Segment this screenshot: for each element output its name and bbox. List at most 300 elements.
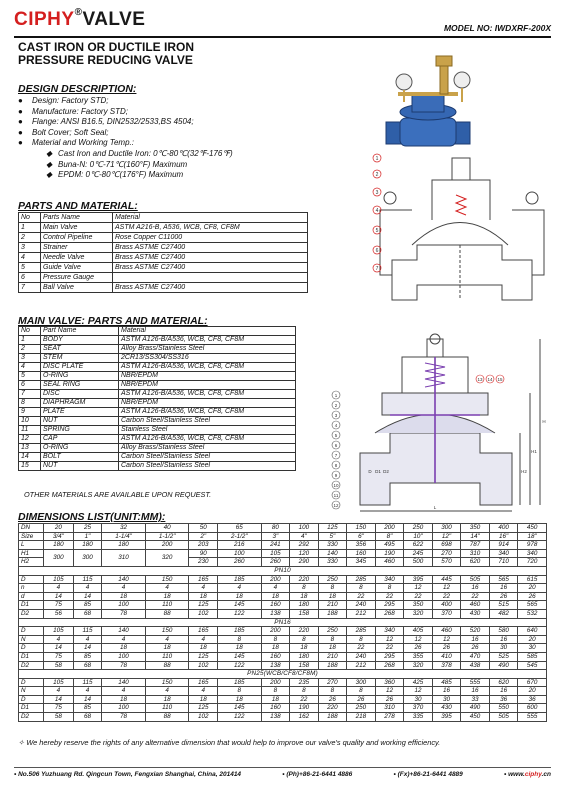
table-cell: L [19, 541, 44, 550]
table-cell: 26 [432, 644, 461, 653]
table-cell: 4 [44, 584, 74, 593]
table-cell: 26 [347, 695, 376, 704]
table-cell: 220 [318, 704, 347, 713]
table-cell: 4 [102, 687, 146, 696]
table-cell: 615 [518, 575, 547, 584]
table-cell: 18 [189, 592, 218, 601]
table-cell: 110 [145, 704, 189, 713]
table-cell: 138 [261, 609, 290, 618]
table-cell: 180 [290, 652, 319, 661]
table-cell: 250 [318, 627, 347, 636]
table-cell: 1-1/4" [102, 532, 146, 541]
table-cell: 145 [217, 601, 261, 610]
table-cell: D [19, 695, 44, 704]
table-cell: 12 [404, 584, 433, 593]
table-cell: 85 [73, 704, 102, 713]
table-cell: 6" [347, 532, 376, 541]
table-cell: 105 [44, 627, 74, 636]
table-cell: 4 [261, 584, 290, 593]
brand-logo: CIPHY®VALVE [14, 7, 146, 30]
table-cell: 545 [518, 661, 547, 670]
table-cell: 245 [404, 549, 433, 558]
table-cell: 16 [432, 687, 461, 696]
section-callout-10: 10 [333, 483, 339, 488]
table-cell: 14 [73, 644, 102, 653]
table-cell: 18 [318, 644, 347, 653]
table-cell: 470 [461, 652, 490, 661]
table-cell: 36 [518, 695, 547, 704]
table-cell: 532 [518, 609, 547, 618]
table-row: 5 O-RING NBR/EPDM [19, 372, 296, 381]
table-cell: 22 [461, 592, 490, 601]
table-cell: D1 [19, 652, 44, 661]
table-cell: 150 [347, 524, 376, 533]
table-row: 2 Control Pipeline Rose Copper C11000 [19, 233, 308, 243]
table-cell: 555 [461, 678, 490, 687]
table-row: 6 Pressure Gauge [19, 273, 308, 283]
table-cell: 310 [102, 549, 146, 566]
table-cell: 210 [318, 652, 347, 661]
table-cell: 370 [432, 609, 461, 618]
table-cell: 290 [290, 558, 319, 567]
table-cell: 330 [318, 541, 347, 550]
section-drawing [330, 333, 550, 513]
table-cell: 14 [44, 644, 74, 653]
table-cell: 4 [102, 584, 146, 593]
table-cell: 185 [217, 678, 261, 687]
table-cell: 30 [404, 695, 433, 704]
table-row: 6 SEAL RING NBR/EPDM [19, 381, 296, 390]
table-cell: 18 [217, 644, 261, 653]
table-row: 13 O-RING Alloy Brass/Stainless Steel [19, 444, 296, 453]
table-cell: 585 [518, 652, 547, 661]
table-cell: 4 [189, 584, 218, 593]
dim-label-l: L [433, 505, 437, 510]
table-row [19, 541, 547, 550]
table-group-header [19, 618, 547, 627]
table-cell: 88 [145, 609, 189, 618]
table-cell: D [19, 575, 44, 584]
table-cell: 350 [404, 601, 433, 610]
table-cell: 145 [217, 704, 261, 713]
table-cell: 4 [189, 687, 218, 696]
table-row: 7 Ball Valve Brass ASTME C27400 [19, 283, 308, 293]
design-subitem: ◆ Cast Iron and Ductile Iron: 0℃-80℃(32℉-176℉) [46, 148, 233, 158]
table-row [19, 687, 547, 696]
design-item: ● Material and Working Temp.: [18, 138, 134, 148]
table-cell: 570 [432, 558, 461, 567]
table-cell: 26 [404, 644, 433, 653]
table-cell: 165 [189, 575, 218, 584]
table-cell: 4 [145, 584, 189, 593]
table-cell: 978 [518, 541, 547, 550]
pressure-class-label: PN10 [19, 566, 547, 575]
table-cell: 122 [217, 661, 261, 670]
table-cell: 188 [318, 713, 347, 722]
table-group-header [19, 566, 547, 575]
table-cell: 125 [189, 601, 218, 610]
table-cell: 36 [489, 695, 518, 704]
table-cell: 18 [290, 644, 319, 653]
header-rule [14, 36, 551, 38]
table-cell: 260 [217, 558, 261, 567]
table-cell: 550 [489, 704, 518, 713]
table-cell: 22 [290, 695, 319, 704]
table-cell: 500 [404, 558, 433, 567]
table-cell: 555 [518, 713, 547, 722]
table-cell: 65 [217, 524, 261, 533]
table-row [19, 524, 547, 533]
table-cell: D [19, 678, 44, 687]
table-cell: 210 [318, 601, 347, 610]
table-cell: 620 [461, 558, 490, 567]
table-cell: 4 [73, 687, 102, 696]
table-cell: 4 [217, 584, 261, 593]
valve-photo [378, 52, 478, 150]
product-title [18, 41, 194, 67]
table-cell: 914 [489, 541, 518, 550]
table-cell: 295 [375, 652, 404, 661]
callout-2: 2 [375, 172, 379, 178]
table-cell: 400 [489, 524, 518, 533]
table-cell: 240 [347, 601, 376, 610]
parts-heading: PARTS AND MATERIAL: [18, 200, 138, 212]
table-cell: 68 [73, 609, 102, 618]
table-cell: 295 [375, 601, 404, 610]
table-cell: 285 [347, 575, 376, 584]
table-cell: 212 [347, 661, 376, 670]
table-cell: 16 [461, 635, 490, 644]
table-cell: 16 [461, 687, 490, 696]
table-cell: 26 [461, 644, 490, 653]
table-cell: 8" [375, 532, 404, 541]
section-callout-15: 15 [497, 377, 503, 382]
table-row: 4 DISC PLATE ASTM A126-B/A536, WCB, CF8, CF8M [19, 363, 296, 372]
table-row [19, 601, 547, 610]
section-callout-4: 4 [334, 423, 338, 428]
design-heading: DESIGN DESCRIPTION: [18, 83, 137, 95]
table-cell: 115 [73, 575, 102, 584]
section-callout-9: 9 [334, 473, 338, 478]
table-cell: 670 [518, 678, 547, 687]
table-cell: 580 [489, 627, 518, 636]
table-cell: DN [19, 524, 44, 533]
table-cell: D [19, 644, 44, 653]
table-row: 5 Guide Valve Brass ASTME C27400 [19, 263, 308, 273]
table-cell: 140 [102, 678, 146, 687]
table-cell: 16 [489, 584, 518, 593]
table-cell: 8 [217, 635, 261, 644]
table-cell: 110 [145, 652, 189, 661]
table-cell: 8 [318, 635, 347, 644]
table-cell: 640 [518, 627, 547, 636]
table-row [19, 575, 547, 584]
table-cell: 58 [44, 661, 74, 670]
footer-fax: • (Fx)+86-21-6441 4889 [393, 771, 463, 778]
table-cell: 75 [44, 601, 74, 610]
table-cell: 115 [73, 678, 102, 687]
dimensions-heading: DIMENSIONS LIST(UNIT:MM): [18, 511, 166, 523]
table-cell: H1 [19, 549, 44, 558]
table-cell: 200 [261, 575, 290, 584]
section-callout-1: 1 [334, 393, 338, 398]
table-cell: 250 [318, 575, 347, 584]
table-cell: 26 [518, 592, 547, 601]
table-cell: 356 [347, 541, 376, 550]
table-cell: 200 [261, 678, 290, 687]
table-cell: 188 [318, 661, 347, 670]
table-cell: 8 [347, 635, 376, 644]
table-cell: 485 [432, 678, 461, 687]
table-cell: 140 [102, 627, 146, 636]
table-cell: 18 [290, 592, 319, 601]
table-cell: 330 [318, 558, 347, 567]
table-cell: 285 [347, 627, 376, 636]
dim-label-d: D [368, 469, 372, 474]
table-cell: D2 [19, 713, 44, 722]
table-cell: 620 [489, 678, 518, 687]
dim-label-h: H [542, 419, 546, 424]
table-cell: 30 [432, 695, 461, 704]
table-cell: 180 [290, 601, 319, 610]
table-cell: 16 [489, 635, 518, 644]
table-cell: 430 [432, 704, 461, 713]
table-cell: 88 [145, 661, 189, 670]
table-cell: 300 [73, 549, 102, 566]
table-cell: 150 [145, 575, 189, 584]
table-cell: 4 [44, 687, 74, 696]
table-cell: 340 [375, 627, 404, 636]
materials-note: OTHER MATERIALS ARE AVAILABLE UPON REQUEST. [24, 490, 212, 499]
pressure-class-label: PN25(WCB/CF8/CF8M) [19, 670, 547, 679]
model-number: MODEL NO: IWDXRF-200X [443, 23, 551, 33]
table-cell: 3/4" [44, 532, 74, 541]
table-cell: 188 [318, 609, 347, 618]
table-cell: 18 [217, 592, 261, 601]
table-cell: 8 [290, 584, 319, 593]
section-callout-7: 7 [334, 453, 338, 458]
table-cell: 125 [318, 524, 347, 533]
table-cell: 410 [432, 652, 461, 661]
table-header-row: No Part Name Material [19, 327, 296, 336]
table-cell: 310 [461, 549, 490, 558]
table-row [19, 627, 547, 636]
section-callout-11: 11 [333, 493, 339, 498]
table-cell: 158 [290, 609, 319, 618]
table-cell: 482 [489, 609, 518, 618]
table-cell: 438 [461, 661, 490, 670]
callout-5: 5 [375, 228, 379, 234]
footer-address: • No.506 Yuzhuang Rd. Qingcun Town, Fengxian Shanghai, China, 201414 [14, 771, 242, 778]
table-cell: 150 [145, 627, 189, 636]
table-row [19, 652, 547, 661]
title-line-1: CAST IRON OR DUCTILE IRON [18, 40, 194, 54]
table-cell: 162 [290, 713, 319, 722]
table-cell: 5" [318, 532, 347, 541]
table-cell: 20 [518, 635, 547, 644]
table-cell: 56 [44, 609, 74, 618]
table-cell: 565 [518, 601, 547, 610]
section-callout-12: 12 [333, 503, 339, 508]
table-cell: 260 [261, 558, 290, 567]
table-cell: 8 [290, 687, 319, 696]
design-item: ● Flange: ANSI B16.5, DIN2532/2533,BS 4504; [18, 117, 194, 127]
table-cell: 378 [432, 661, 461, 670]
table-cell: 4 [73, 584, 102, 593]
table-cell: 525 [489, 652, 518, 661]
table-cell: 787 [461, 541, 490, 550]
table-cell: 698 [432, 541, 461, 550]
table-row [19, 609, 547, 618]
table-cell: 18 [145, 592, 189, 601]
table-cell: 138 [261, 661, 290, 670]
table-cell: 292 [290, 541, 319, 550]
table-cell: 300 [347, 678, 376, 687]
table-cell: 180 [44, 541, 74, 550]
table-cell: D2 [19, 661, 44, 670]
table-cell: 250 [404, 524, 433, 533]
table-cell: 85 [73, 652, 102, 661]
table-cell: 400 [432, 601, 461, 610]
table-header-row: No Parts Name Material [19, 213, 308, 223]
table-cell: 4 [102, 635, 146, 644]
table-cell: 85 [73, 601, 102, 610]
table-cell: 320 [404, 609, 433, 618]
table-cell: 520 [461, 627, 490, 636]
table-cell: 102 [189, 713, 218, 722]
table-cell: 75 [44, 704, 74, 713]
design-subitem: ◆ Buna-N: 0℃-71℃(160°F) Maximum [46, 159, 188, 169]
table-cell: 165 [189, 678, 218, 687]
table-cell: 12 [404, 687, 433, 696]
table-cell: 10" [404, 532, 433, 541]
table-cell: n [19, 584, 44, 593]
table-row [19, 644, 547, 653]
table-row [19, 635, 547, 644]
parts-table [18, 212, 308, 293]
table-cell: 4" [290, 532, 319, 541]
table-cell: 18 [102, 695, 146, 704]
table-cell: 88 [145, 713, 189, 722]
table-cell: 30 [489, 644, 518, 653]
table-cell: 115 [73, 627, 102, 636]
table-cell: 14 [73, 592, 102, 601]
table-cell: 68 [73, 661, 102, 670]
table-cell: D [19, 627, 44, 636]
table-row: 2 SEAT Alloy Brass/Stainless Steel [19, 345, 296, 354]
table-cell: 495 [375, 541, 404, 550]
table-cell: 300 [44, 549, 74, 566]
design-subitem: ◆ EPDM: 0℃-80℃(176°F) Maximum [46, 170, 184, 180]
table-cell: 190 [375, 549, 404, 558]
table-cell: 185 [217, 575, 261, 584]
dim-label-h2: H2 [521, 469, 527, 474]
table-cell: 250 [347, 704, 376, 713]
table-cell: D1 [19, 704, 44, 713]
footer-rule [14, 767, 551, 768]
table-cell: 145 [217, 652, 261, 661]
table-row [19, 695, 547, 704]
table-cell: 4 [44, 635, 74, 644]
table-cell: 220 [290, 575, 319, 584]
callout-7: 7 [375, 266, 379, 272]
table-cell: H2 [19, 558, 44, 567]
table-row: 1 BODY ASTM A126-B/A536, WCB, CF8, CF8M [19, 336, 296, 345]
table-cell: 18 [261, 695, 290, 704]
table-row: 14 BOLT Carbon Steel/Stainless Steel [19, 453, 296, 462]
table-cell: 68 [73, 713, 102, 722]
table-cell: 8 [217, 687, 261, 696]
table-cell: 185 [217, 627, 261, 636]
table-cell: 460 [461, 601, 490, 610]
table-row [19, 592, 547, 601]
table-cell: 355 [404, 652, 433, 661]
table-cell: 50 [189, 524, 218, 533]
table-row: 9 PLATE ASTM A126-B/A536, WCB, CF8, CF8M [19, 408, 296, 417]
table-cell: 150 [145, 678, 189, 687]
table-cell: 310 [375, 704, 404, 713]
table-cell: 140 [318, 549, 347, 558]
table-cell: 75 [44, 652, 74, 661]
table-cell: 8 [375, 584, 404, 593]
table-cell: 160 [261, 652, 290, 661]
table-cell: 18 [189, 644, 218, 653]
main-parts-table [18, 326, 296, 471]
table-cell: 8 [347, 687, 376, 696]
table-cell: 200 [375, 524, 404, 533]
table-cell: 18 [318, 592, 347, 601]
table-cell: 138 [261, 713, 290, 722]
table-cell: 32 [102, 524, 146, 533]
table-cell: D2 [19, 609, 44, 618]
table-cell: 460 [375, 558, 404, 567]
table-cell: 122 [217, 609, 261, 618]
table-cell: 160 [261, 704, 290, 713]
section-callout-3: 3 [334, 413, 338, 418]
table-cell: 160 [347, 549, 376, 558]
main-parts-heading: MAIN VALVE: PARTS AND MATERIAL: [18, 315, 208, 327]
footer [14, 771, 551, 778]
table-cell: 58 [44, 713, 74, 722]
title-line-2: PRESSURE REDUCING VALVE [18, 53, 193, 67]
table-cell: 710 [489, 558, 518, 567]
callout-3: 3 [375, 190, 379, 196]
table-cell: d [19, 592, 44, 601]
table-cell: 4 [73, 635, 102, 644]
table-cell: 240 [347, 652, 376, 661]
table-cell: 425 [404, 678, 433, 687]
table-cell: 505 [489, 713, 518, 722]
table-cell: 18 [261, 592, 290, 601]
table-row: 3 STEM 2CR13/SS304/SS316 [19, 354, 296, 363]
table-cell: 100 [102, 704, 146, 713]
table-cell: 490 [489, 661, 518, 670]
dimensions-note: ✧ We hereby reserve the rights of any alternative dimension that would help to improve our valve's quality and working efficiency. [18, 738, 441, 747]
table-cell: 320 [145, 549, 189, 566]
table-cell: 4 [189, 635, 218, 644]
table-cell: 100 [290, 524, 319, 533]
table-cell: 120 [290, 549, 319, 558]
table-cell: 4 [145, 635, 189, 644]
table-cell: 8 [347, 584, 376, 593]
table-cell: 80 [261, 524, 290, 533]
table-cell: 100 [217, 549, 261, 558]
table-cell: 16 [461, 584, 490, 593]
table-cell: 490 [461, 704, 490, 713]
table-cell: 2-1/2" [217, 532, 261, 541]
table-cell: 122 [217, 713, 261, 722]
table-cell: 565 [489, 575, 518, 584]
